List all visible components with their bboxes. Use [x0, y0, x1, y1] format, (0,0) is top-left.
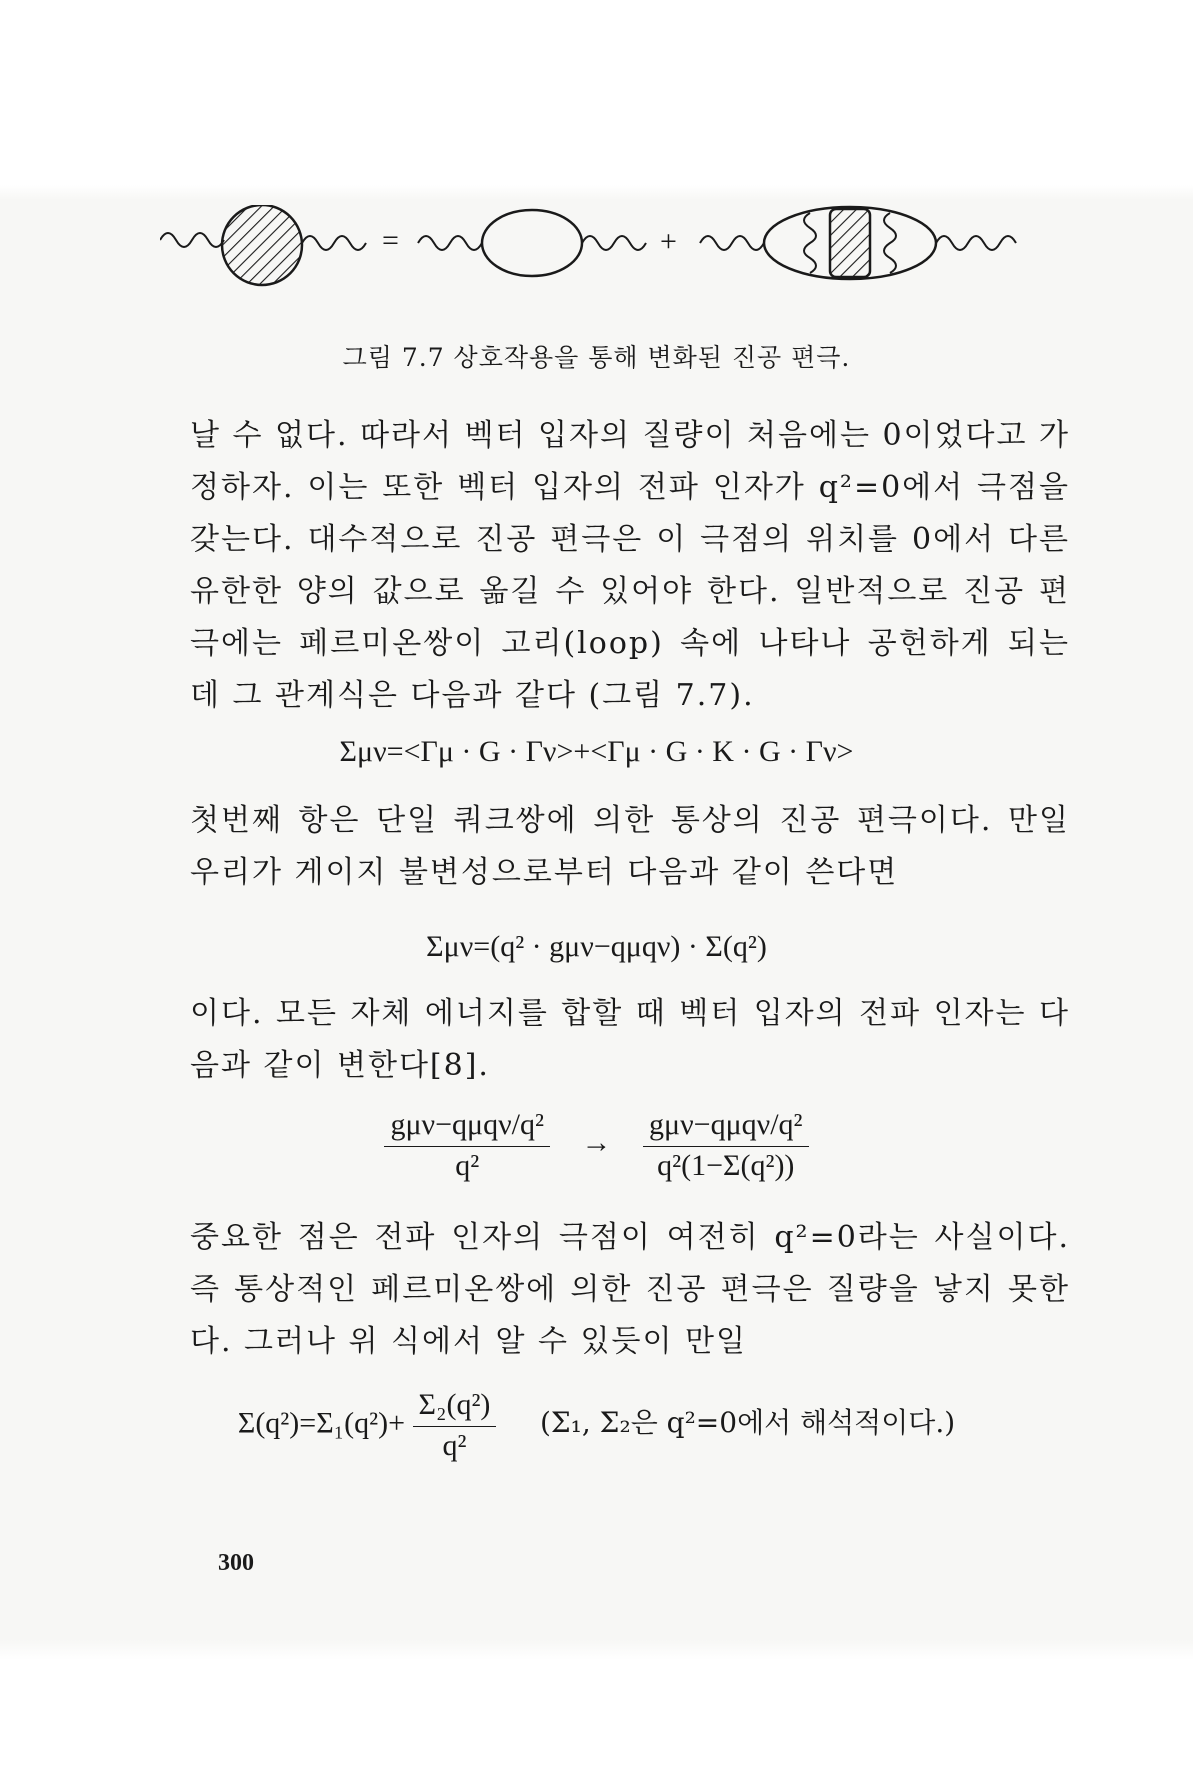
propagator-fraction-right: [643, 1108, 809, 1183]
equation-4-note: (Σ₁, Σ₂은 q²=0에서 해석적이다.): [539, 1406, 956, 1440]
figure-caption: 그림 7.7 상호작용을 통해 변화된 진공 편극.: [342, 343, 851, 372]
fraction-numerator: gμν−qμqν/q²: [643, 1108, 809, 1147]
equation-4: [0, 1388, 1193, 1463]
fraction-denominator: q²: [442, 1429, 467, 1462]
paragraph-2: 첫번째 항은 단일 쿼크쌍에 의한 통상의 진공 편극이다. 만일 우리가 게이지 불변성으로부터 다음과 같이 쓴다면: [190, 803, 1070, 890]
equation-3: [0, 1108, 1193, 1183]
feynman-diagram-figure: [160, 205, 1100, 335]
sigma2-fraction: [413, 1388, 497, 1463]
photon-line-left-in: [160, 233, 224, 247]
equation-4-left: Σ(q²)=Σ₁(q²)+: [237, 1406, 406, 1440]
paragraph-1: 날 수 없다. 따라서 벡터 입자의 질량이 처음에는 0이었다고 가정하자. 이는 또한 벡터 입자의 전파 인자가 q²=0에서 극점을 갖는다. 대수적으로 진공 편극은 이 극점의 위치를 0에서 다른 유한한 양의 값으로 옮길 수 있어야 한다. 일반적으로 진공 편극에는 페르미온쌍이 고리(loop) 속에 나타나 공헌하게 되는데 그 관계식은 다음과 같다 (그림 7.7).: [190, 418, 1070, 713]
fraction-numerator: Σ₂(q²): [413, 1388, 497, 1427]
photon-line-left-out: [302, 236, 366, 250]
paragraph-4: 중요한 점은 전파 인자의 극점이 여전히 q²=0라는 사실이다. 즉 통상적인 페르미온쌍에 의한 진공 편극은 질량을 낳지 못한다. 그러나 위 식에서 알 수 있듯이 만일: [190, 1220, 1070, 1359]
plus-sign: +: [660, 225, 677, 258]
fraction-numerator: gμν−qμqν/q²: [384, 1108, 550, 1147]
hatched-kernel: [830, 209, 870, 277]
photon-line-mid-in: [418, 236, 482, 250]
arrow-symbol: →: [581, 1126, 612, 1160]
fraction-denominator: q²(1−Σ(q²)): [657, 1149, 795, 1182]
paragraph-3: 이다. 모든 자체 에너지를 합할 때 벡터 입자의 전파 인자는 다음과 같이 변한다[8].: [190, 996, 1070, 1083]
page-number: 300: [218, 1550, 254, 1576]
equals-sign: =: [382, 224, 399, 257]
photon-line-right-in: [700, 236, 764, 250]
exchange-wave-left: [804, 213, 816, 273]
photon-line-mid-out: [582, 236, 646, 250]
equation-2: Σμν=(q² · gμν−qμqν) · Σ(q²): [426, 930, 767, 963]
equation-1: Σμν=<Γμ · G · Γν>+<Γμ · G · K · G · Γν>: [339, 735, 854, 768]
hatched-blob: [222, 205, 302, 285]
exchange-wave-right: [884, 213, 896, 273]
propagator-fraction-left: [384, 1108, 550, 1183]
fraction-denominator: q²: [455, 1149, 480, 1182]
photon-line-right-out: [936, 236, 1016, 250]
fermion-loop: [482, 210, 582, 276]
